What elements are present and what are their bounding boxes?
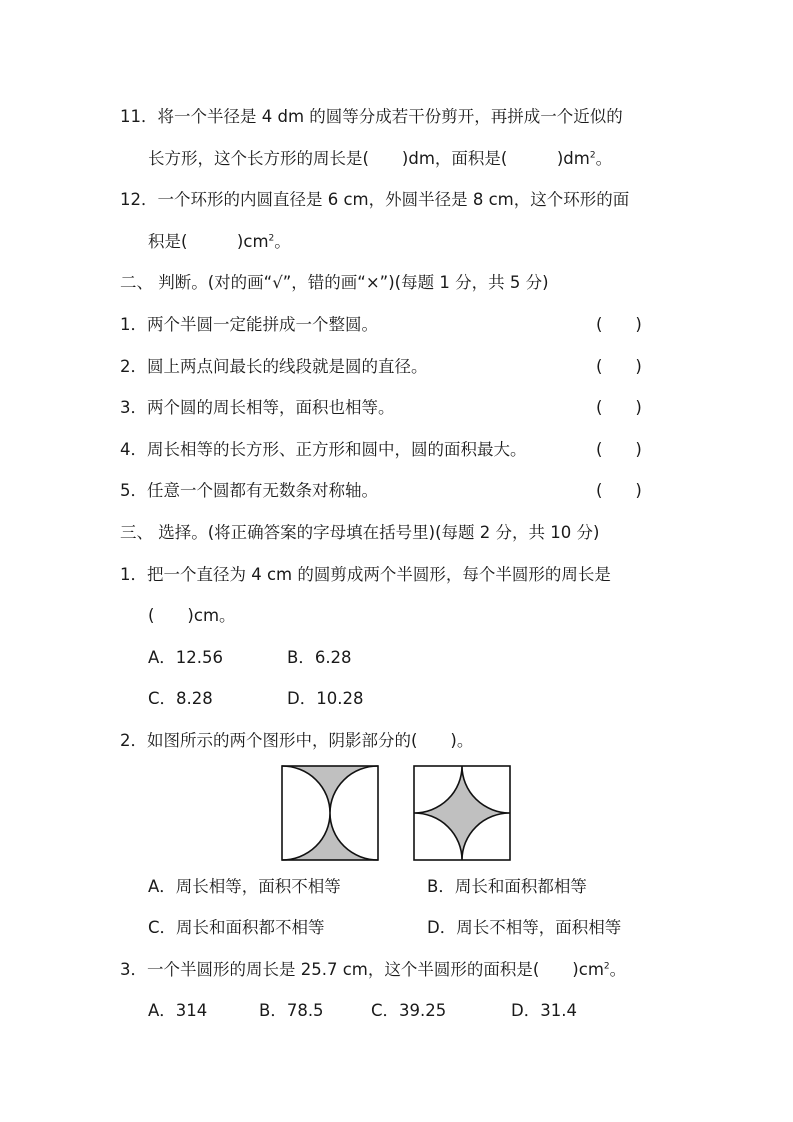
- choice-q1-option-d[interactable]: D．10.28: [287, 689, 364, 708]
- judge-answer-2[interactable]: ( ): [596, 357, 642, 376]
- judge-answer-5[interactable]: ( ): [596, 481, 642, 500]
- judge-item-3: 3．两个圆的周长相等，面积也相等。: [120, 398, 395, 417]
- choice-q3-stem-text: 3．一个半圆形的周长是 25.7 cm，这个半圆形的面积是( )cm: [120, 960, 604, 979]
- choice-q3-end: 。: [609, 960, 627, 979]
- figure-quarter-circles: [412, 764, 512, 862]
- q11-line1: 11．将一个半径是 4 dm 的圆等分成若干份剪开，再拼成一个近似的: [120, 107, 623, 126]
- choice-q1-option-c[interactable]: C．8.28: [148, 689, 213, 708]
- q12-line2: [148, 231, 291, 253]
- choice-q2-option-d[interactable]: D．周长不相等，面积相等: [427, 918, 622, 937]
- q12-sup: 2: [268, 233, 275, 244]
- judge-answer-4[interactable]: ( ): [596, 440, 642, 459]
- choice-q2-option-b[interactable]: B．周长和面积都相等: [427, 877, 587, 896]
- q12-line1: 12．一个环形的内圆直径是 6 cm，外圆半径是 8 cm，这个环形的面: [120, 190, 630, 209]
- judge-answer-3[interactable]: ( ): [596, 398, 642, 417]
- judge-item-5: 5．任意一个圆都有无数条对称轴。: [120, 481, 378, 500]
- choice-q3-option-b[interactable]: B．78.5: [259, 1001, 324, 1020]
- q12-end: 。: [274, 232, 291, 251]
- section3-heading: 三、 选择。(将正确答案的字母填在括号里)(每题 2 分，共 10 分): [120, 523, 600, 542]
- judge-item-1: 1．两个半圆一定能拼成一个整圆。: [120, 315, 378, 334]
- judge-item-2: 2．圆上两点间最长的线段就是圆的直径。: [120, 357, 428, 376]
- judge-item-4: 4．周长相等的长方形、正方形和圆中，圆的面积最大。: [120, 440, 527, 459]
- q11-line2: [148, 148, 612, 170]
- choice-q1-line1: 1．把一个直径为 4 cm 的圆剪成两个半圆形，每个半圆形的周长是: [120, 565, 611, 584]
- choice-q3-option-c[interactable]: C．39.25: [371, 1001, 447, 1020]
- choice-q1-option-a[interactable]: A．12.56: [148, 648, 224, 667]
- q11-end: 。: [595, 149, 613, 168]
- judge-answer-1[interactable]: ( ): [596, 315, 642, 334]
- choice-q2-option-c[interactable]: C．周长和面积都不相等: [148, 918, 325, 937]
- section2-heading: 二、 判断。(对的画“√”，错的画“×”)(每题 1 分，共 5 分): [120, 273, 549, 292]
- q12-line2-text: 积是( )cm: [148, 232, 269, 251]
- choice-q3-option-d[interactable]: D．31.4: [511, 1001, 577, 1020]
- choice-q3-stem: [120, 959, 626, 981]
- choice-q1-option-b[interactable]: B．6.28: [287, 648, 352, 667]
- q11-line2-text: 长方形，这个长方形的周长是( )dm，面积是( )dm: [148, 149, 590, 168]
- figure2-shaded-region: [414, 766, 510, 860]
- choice-q2-stem: 2．如图所示的两个图形中，阴影部分的( )。: [120, 731, 474, 750]
- choice-q1-line2: ( )cm。: [148, 606, 236, 625]
- choice-q2-option-a[interactable]: A．周长相等，面积不相等: [148, 877, 341, 896]
- q11-sup: 2: [589, 150, 596, 161]
- choice-q3-sup: 2: [603, 961, 610, 972]
- figure-semicircles: [280, 764, 380, 862]
- choice-q3-option-a[interactable]: A．314: [148, 1001, 208, 1020]
